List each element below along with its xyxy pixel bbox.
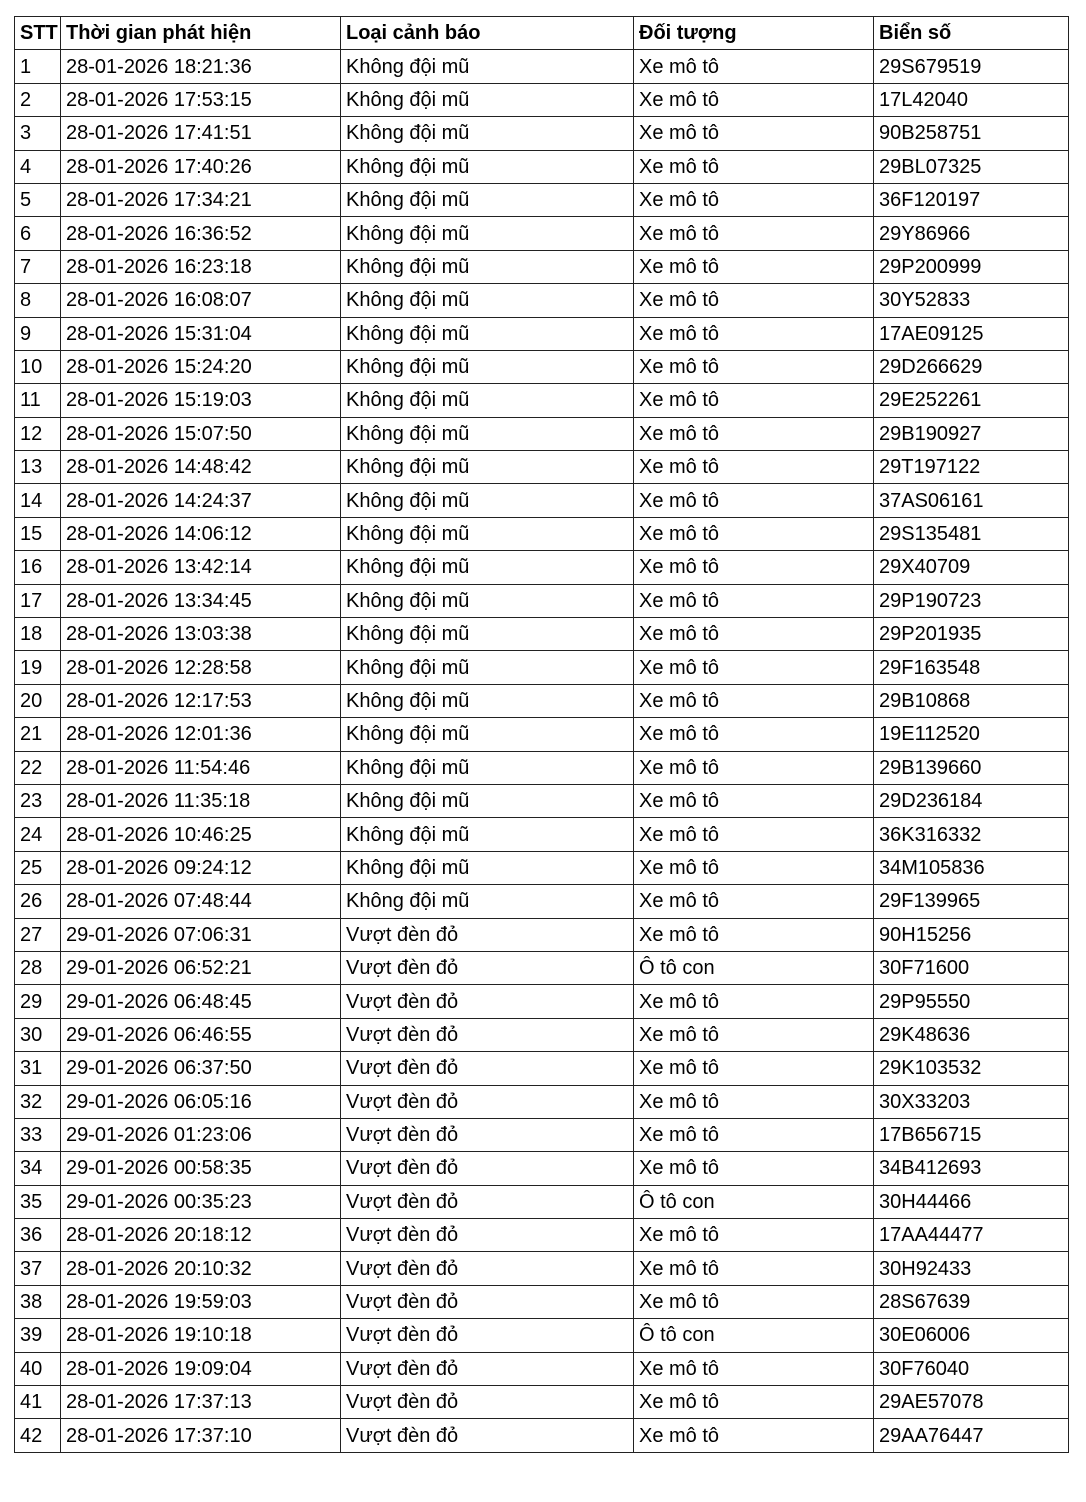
cell-stt: 34 (15, 1152, 61, 1185)
cell-plate: 29AE57078 (874, 1386, 1069, 1419)
cell-stt: 7 (15, 250, 61, 283)
table-row (15, 551, 1069, 584)
cell-type: Vượt đèn đỏ (341, 1118, 634, 1151)
cell-object: Xe mô tô (634, 851, 874, 884)
cell-object: Xe mô tô (634, 150, 874, 183)
table-row (15, 150, 1069, 183)
table-row (15, 1052, 1069, 1085)
cell-type: Vượt đèn đỏ (341, 1219, 634, 1252)
cell-object: Xe mô tô (634, 918, 874, 951)
table-row (15, 818, 1069, 851)
cell-time: 29-01-2026 07:06:31 (61, 918, 341, 951)
cell-type: Không đội mũ (341, 83, 634, 116)
cell-plate: 29P190723 (874, 584, 1069, 617)
cell-plate: 30X33203 (874, 1085, 1069, 1118)
cell-plate: 17L42040 (874, 83, 1069, 116)
cell-stt: 24 (15, 818, 61, 851)
cell-stt: 14 (15, 484, 61, 517)
table-row (15, 1185, 1069, 1218)
cell-time: 29-01-2026 06:37:50 (61, 1052, 341, 1085)
cell-stt: 1 (15, 50, 61, 83)
cell-stt: 20 (15, 684, 61, 717)
cell-time: 28-01-2026 16:23:18 (61, 250, 341, 283)
cell-type: Không đội mũ (341, 217, 634, 250)
cell-time: 28-01-2026 20:18:12 (61, 1219, 341, 1252)
cell-object: Xe mô tô (634, 1152, 874, 1185)
cell-type: Không đội mũ (341, 584, 634, 617)
cell-object: Xe mô tô (634, 1018, 874, 1051)
cell-plate: 30F76040 (874, 1352, 1069, 1385)
cell-time: 28-01-2026 16:08:07 (61, 284, 341, 317)
cell-plate: 29F139965 (874, 885, 1069, 918)
cell-object: Xe mô tô (634, 451, 874, 484)
table-row (15, 250, 1069, 283)
cell-stt: 17 (15, 584, 61, 617)
cell-plate: 29F163548 (874, 651, 1069, 684)
table-row (15, 284, 1069, 317)
header-stt: STT (15, 17, 61, 50)
cell-time: 28-01-2026 17:53:15 (61, 83, 341, 116)
cell-plate: 90B258751 (874, 117, 1069, 150)
cell-type: Vượt đèn đỏ (341, 1085, 634, 1118)
table-row (15, 1285, 1069, 1318)
cell-stt: 23 (15, 784, 61, 817)
cell-type: Vượt đèn đỏ (341, 985, 634, 1018)
cell-time: 28-01-2026 16:36:52 (61, 217, 341, 250)
cell-time: 29-01-2026 01:23:06 (61, 1118, 341, 1151)
cell-type: Vượt đèn đỏ (341, 1152, 634, 1185)
cell-plate: 19E112520 (874, 718, 1069, 751)
cell-type: Vượt đèn đỏ (341, 1419, 634, 1452)
cell-object: Xe mô tô (634, 718, 874, 751)
cell-type: Không đội mũ (341, 384, 634, 417)
cell-object: Xe mô tô (634, 885, 874, 918)
cell-plate: 17B656715 (874, 1118, 1069, 1151)
cell-time: 28-01-2026 11:35:18 (61, 784, 341, 817)
cell-time: 28-01-2026 15:07:50 (61, 417, 341, 450)
table-row (15, 484, 1069, 517)
cell-time: 28-01-2026 11:54:46 (61, 751, 341, 784)
cell-stt: 26 (15, 885, 61, 918)
cell-plate: 36F120197 (874, 183, 1069, 216)
table-row (15, 584, 1069, 617)
cell-stt: 41 (15, 1386, 61, 1419)
cell-stt: 37 (15, 1252, 61, 1285)
violation-table (14, 16, 1069, 1453)
cell-time: 28-01-2026 12:17:53 (61, 684, 341, 717)
cell-type: Không đội mũ (341, 150, 634, 183)
cell-time: 29-01-2026 00:35:23 (61, 1185, 341, 1218)
cell-plate: 30F71600 (874, 951, 1069, 984)
cell-stt: 11 (15, 384, 61, 417)
cell-type: Không đội mũ (341, 183, 634, 216)
table-row (15, 751, 1069, 784)
cell-object: Xe mô tô (634, 317, 874, 350)
cell-time: 28-01-2026 13:42:14 (61, 551, 341, 584)
cell-type: Không đội mũ (341, 350, 634, 383)
cell-time: 28-01-2026 15:31:04 (61, 317, 341, 350)
cell-type: Vượt đèn đỏ (341, 1285, 634, 1318)
cell-time: 28-01-2026 17:37:13 (61, 1386, 341, 1419)
cell-object: Ô tô con (634, 1319, 874, 1352)
cell-time: 29-01-2026 00:58:35 (61, 1152, 341, 1185)
cell-plate: 29P95550 (874, 985, 1069, 1018)
cell-stt: 38 (15, 1285, 61, 1318)
cell-plate: 29P201935 (874, 618, 1069, 651)
cell-stt: 2 (15, 83, 61, 116)
table-row (15, 651, 1069, 684)
cell-plate: 29P200999 (874, 250, 1069, 283)
cell-plate: 30Y52833 (874, 284, 1069, 317)
table-row (15, 350, 1069, 383)
table-row (15, 384, 1069, 417)
cell-plate: 29B10868 (874, 684, 1069, 717)
cell-time: 28-01-2026 07:48:44 (61, 885, 341, 918)
table-row (15, 451, 1069, 484)
cell-time: 28-01-2026 13:03:38 (61, 618, 341, 651)
cell-stt: 31 (15, 1052, 61, 1085)
cell-object: Xe mô tô (634, 417, 874, 450)
cell-object: Xe mô tô (634, 284, 874, 317)
cell-time: 28-01-2026 17:34:21 (61, 183, 341, 216)
cell-object: Xe mô tô (634, 584, 874, 617)
header-type: Loại cảnh báo (341, 17, 634, 50)
cell-type: Không đội mũ (341, 551, 634, 584)
cell-type: Không đội mũ (341, 718, 634, 751)
cell-type: Vượt đèn đỏ (341, 1052, 634, 1085)
cell-plate: 34M105836 (874, 851, 1069, 884)
cell-type: Không đội mũ (341, 618, 634, 651)
cell-type: Không đội mũ (341, 317, 634, 350)
violation-sheet (14, 16, 1069, 1453)
cell-object: Xe mô tô (634, 384, 874, 417)
cell-plate: 17AA44477 (874, 1219, 1069, 1252)
cell-object: Xe mô tô (634, 651, 874, 684)
cell-plate: 30H92433 (874, 1252, 1069, 1285)
cell-plate: 36K316332 (874, 818, 1069, 851)
cell-stt: 21 (15, 718, 61, 751)
cell-object: Xe mô tô (634, 484, 874, 517)
cell-object: Xe mô tô (634, 684, 874, 717)
table-row (15, 417, 1069, 450)
cell-plate: 29D266629 (874, 350, 1069, 383)
cell-object: Xe mô tô (634, 517, 874, 550)
cell-object: Xe mô tô (634, 1386, 874, 1419)
cell-type: Không đội mũ (341, 50, 634, 83)
cell-time: 28-01-2026 17:40:26 (61, 150, 341, 183)
cell-type: Không đội mũ (341, 684, 634, 717)
cell-type: Vượt đèn đỏ (341, 918, 634, 951)
cell-time: 28-01-2026 12:01:36 (61, 718, 341, 751)
header-row (15, 17, 1069, 50)
table-body (15, 50, 1069, 1452)
table-header (15, 17, 1069, 50)
cell-time: 28-01-2026 19:10:18 (61, 1319, 341, 1352)
cell-type: Vượt đèn đỏ (341, 1018, 634, 1051)
cell-stt: 22 (15, 751, 61, 784)
cell-stt: 8 (15, 284, 61, 317)
cell-time: 28-01-2026 13:34:45 (61, 584, 341, 617)
cell-plate: 29E252261 (874, 384, 1069, 417)
cell-plate: 30E06006 (874, 1319, 1069, 1352)
table-row (15, 618, 1069, 651)
header-plate: Biển số (874, 17, 1069, 50)
table-row (15, 985, 1069, 1018)
cell-type: Không đội mũ (341, 451, 634, 484)
cell-type: Vượt đèn đỏ (341, 1319, 634, 1352)
cell-plate: 29X40709 (874, 551, 1069, 584)
cell-stt: 6 (15, 217, 61, 250)
header-object: Đối tượng (634, 17, 874, 50)
cell-type: Không đội mũ (341, 284, 634, 317)
cell-plate: 17AE09125 (874, 317, 1069, 350)
cell-stt: 9 (15, 317, 61, 350)
cell-object: Xe mô tô (634, 784, 874, 817)
cell-stt: 27 (15, 918, 61, 951)
table-row (15, 1219, 1069, 1252)
table-row (15, 1018, 1069, 1051)
cell-stt: 4 (15, 150, 61, 183)
cell-object: Xe mô tô (634, 1352, 874, 1385)
cell-object: Ô tô con (634, 1185, 874, 1218)
cell-time: 28-01-2026 17:41:51 (61, 117, 341, 150)
table-row (15, 183, 1069, 216)
cell-time: 28-01-2026 14:06:12 (61, 517, 341, 550)
cell-type: Không đội mũ (341, 784, 634, 817)
cell-plate: 29BL07325 (874, 150, 1069, 183)
cell-time: 28-01-2026 20:10:32 (61, 1252, 341, 1285)
table-row (15, 784, 1069, 817)
cell-type: Không đội mũ (341, 885, 634, 918)
cell-stt: 39 (15, 1319, 61, 1352)
cell-type: Không đội mũ (341, 417, 634, 450)
cell-object: Xe mô tô (634, 1252, 874, 1285)
cell-type: Không đội mũ (341, 484, 634, 517)
cell-stt: 16 (15, 551, 61, 584)
cell-stt: 13 (15, 451, 61, 484)
table-row (15, 317, 1069, 350)
table-row (15, 117, 1069, 150)
cell-time: 28-01-2026 19:09:04 (61, 1352, 341, 1385)
cell-time: 28-01-2026 19:59:03 (61, 1285, 341, 1318)
cell-time: 29-01-2026 06:46:55 (61, 1018, 341, 1051)
table-row (15, 1319, 1069, 1352)
cell-time: 28-01-2026 15:19:03 (61, 384, 341, 417)
cell-type: Không đội mũ (341, 250, 634, 283)
cell-plate: 29K103532 (874, 1052, 1069, 1085)
table-row (15, 517, 1069, 550)
cell-time: 28-01-2026 12:28:58 (61, 651, 341, 684)
table-row (15, 718, 1069, 751)
cell-stt: 32 (15, 1085, 61, 1118)
cell-time: 28-01-2026 09:24:12 (61, 851, 341, 884)
cell-type: Không đội mũ (341, 818, 634, 851)
cell-object: Xe mô tô (634, 551, 874, 584)
cell-plate: 90H15256 (874, 918, 1069, 951)
cell-type: Không đội mũ (341, 651, 634, 684)
cell-object: Xe mô tô (634, 183, 874, 216)
cell-type: Không đội mũ (341, 751, 634, 784)
cell-object: Ô tô con (634, 951, 874, 984)
cell-type: Vượt đèn đỏ (341, 1386, 634, 1419)
cell-object: Xe mô tô (634, 117, 874, 150)
table-row (15, 918, 1069, 951)
table-row (15, 83, 1069, 116)
cell-time: 29-01-2026 06:48:45 (61, 985, 341, 1018)
table-row (15, 1085, 1069, 1118)
cell-plate: 29T197122 (874, 451, 1069, 484)
table-row (15, 951, 1069, 984)
cell-stt: 3 (15, 117, 61, 150)
cell-object: Xe mô tô (634, 751, 874, 784)
cell-plate: 34B412693 (874, 1152, 1069, 1185)
table-row (15, 1352, 1069, 1385)
cell-object: Xe mô tô (634, 83, 874, 116)
cell-plate: 29AA76447 (874, 1419, 1069, 1452)
cell-type: Không đội mũ (341, 517, 634, 550)
cell-time: 28-01-2026 15:24:20 (61, 350, 341, 383)
cell-object: Xe mô tô (634, 217, 874, 250)
cell-stt: 29 (15, 985, 61, 1018)
table-row (15, 1419, 1069, 1452)
cell-type: Vượt đèn đỏ (341, 1252, 634, 1285)
cell-plate: 37AS06161 (874, 484, 1069, 517)
cell-type: Không đội mũ (341, 117, 634, 150)
cell-type: Không đội mũ (341, 851, 634, 884)
cell-stt: 28 (15, 951, 61, 984)
cell-plate: 29K48636 (874, 1018, 1069, 1051)
cell-time: 28-01-2026 14:48:42 (61, 451, 341, 484)
cell-stt: 19 (15, 651, 61, 684)
cell-time: 28-01-2026 17:37:10 (61, 1419, 341, 1452)
cell-plate: 29S679519 (874, 50, 1069, 83)
cell-stt: 5 (15, 183, 61, 216)
cell-object: Xe mô tô (634, 1052, 874, 1085)
cell-plate: 30H44466 (874, 1185, 1069, 1218)
cell-plate: 29Y86966 (874, 217, 1069, 250)
table-row (15, 1252, 1069, 1285)
cell-object: Xe mô tô (634, 250, 874, 283)
cell-stt: 30 (15, 1018, 61, 1051)
cell-object: Xe mô tô (634, 618, 874, 651)
cell-plate: 29D236184 (874, 784, 1069, 817)
cell-type: Vượt đèn đỏ (341, 1352, 634, 1385)
cell-stt: 18 (15, 618, 61, 651)
cell-object: Xe mô tô (634, 1118, 874, 1151)
table-row (15, 1152, 1069, 1185)
cell-time: 29-01-2026 06:05:16 (61, 1085, 341, 1118)
table-row (15, 217, 1069, 250)
table-row (15, 1386, 1069, 1419)
table-row (15, 851, 1069, 884)
cell-stt: 25 (15, 851, 61, 884)
table-row (15, 50, 1069, 83)
cell-stt: 10 (15, 350, 61, 383)
cell-stt: 12 (15, 417, 61, 450)
cell-object: Xe mô tô (634, 350, 874, 383)
cell-time: 28-01-2026 18:21:36 (61, 50, 341, 83)
cell-object: Xe mô tô (634, 50, 874, 83)
cell-type: Vượt đèn đỏ (341, 951, 634, 984)
cell-time: 28-01-2026 14:24:37 (61, 484, 341, 517)
table-row (15, 885, 1069, 918)
cell-time: 28-01-2026 10:46:25 (61, 818, 341, 851)
cell-object: Xe mô tô (634, 1219, 874, 1252)
cell-object: Xe mô tô (634, 1285, 874, 1318)
cell-stt: 33 (15, 1118, 61, 1151)
cell-object: Xe mô tô (634, 1085, 874, 1118)
cell-stt: 36 (15, 1219, 61, 1252)
cell-object: Xe mô tô (634, 985, 874, 1018)
cell-plate: 29B139660 (874, 751, 1069, 784)
cell-stt: 42 (15, 1419, 61, 1452)
cell-time: 29-01-2026 06:52:21 (61, 951, 341, 984)
cell-plate: 28S67639 (874, 1285, 1069, 1318)
table-row (15, 1118, 1069, 1151)
cell-stt: 40 (15, 1352, 61, 1385)
cell-stt: 15 (15, 517, 61, 550)
cell-object: Xe mô tô (634, 1419, 874, 1452)
table-row (15, 684, 1069, 717)
cell-stt: 35 (15, 1185, 61, 1218)
header-time: Thời gian phát hiện (61, 17, 341, 50)
cell-plate: 29B190927 (874, 417, 1069, 450)
cell-plate: 29S135481 (874, 517, 1069, 550)
cell-type: Vượt đèn đỏ (341, 1185, 634, 1218)
cell-object: Xe mô tô (634, 818, 874, 851)
